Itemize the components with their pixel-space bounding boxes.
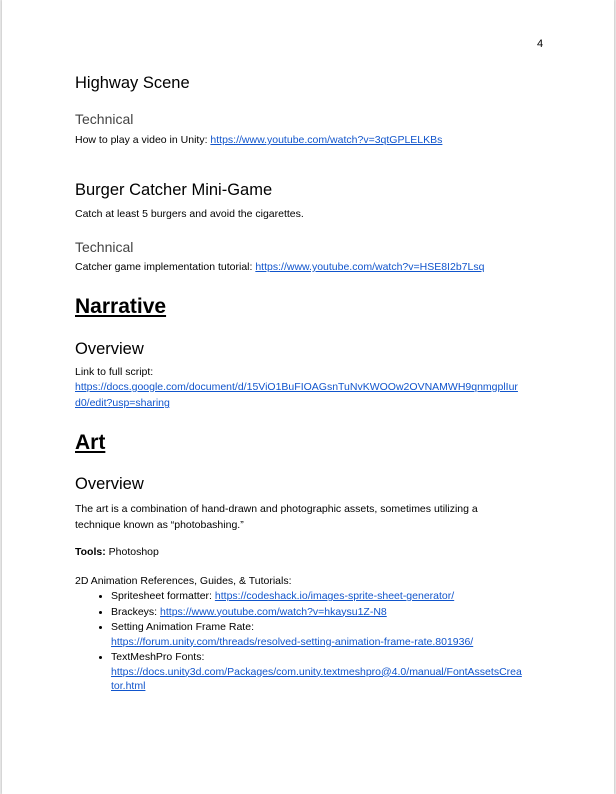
burger-tutorial-paragraph — [75, 259, 484, 275]
document-page — [2, 0, 614, 794]
tools-value: Photoshop — [105, 546, 159, 558]
list-item — [111, 620, 591, 649]
brackeys-link[interactable]: https://www.youtube.com/watch?v=hkaysu1Z-N8 — [160, 605, 387, 618]
reference-label: TextMeshPro Fonts: — [111, 651, 205, 663]
burger-tutorial-label: Catcher game implementation tutorial: — [75, 261, 256, 273]
tools-paragraph — [75, 544, 159, 560]
highway-video-paragraph — [75, 132, 442, 148]
textmeshpro-link-line1[interactable]: https://docs.unity3d.com/Packages/com.unity.textmeshpro@4.0/manual/FontAssetsCrea — [111, 665, 522, 678]
list-item — [111, 589, 591, 604]
script-label: Link to full script: — [75, 366, 154, 378]
highway-technical-heading: Technical — [75, 111, 134, 127]
reference-label: Brackeys: — [111, 605, 161, 618]
frame-rate-link[interactable]: https://forum.unity.com/threads/resolved-setting-animation-frame-rate.801936/ — [111, 635, 474, 648]
art-description — [75, 501, 478, 533]
art-description-line1: The art is a combination of hand-drawn and photographic assets, sometimes utilizing a — [75, 503, 478, 515]
reference-label: Spritesheet formatter: — [111, 590, 215, 602]
textmeshpro-link-line2[interactable]: tor.html — [111, 680, 146, 692]
references-list — [75, 589, 591, 695]
narrative-heading: Narrative — [75, 295, 167, 318]
burger-technical-heading: Technical — [75, 239, 134, 255]
highway-video-label: How to play a video in Unity: — [75, 134, 211, 146]
reference-label: Setting Animation Frame Rate: — [111, 621, 254, 633]
burger-catcher-heading: Burger Catcher Mini-Game — [75, 181, 273, 199]
burger-description: Catch at least 5 burgers and avoid the cigarettes. — [75, 208, 304, 220]
burger-tutorial-link[interactable]: https://www.youtube.com/watch?v=HSE8I2b7Lsq — [255, 261, 485, 273]
narrative-overview-heading: Overview — [75, 340, 144, 358]
list-item — [111, 650, 591, 694]
page-number: 4 — [537, 38, 544, 50]
references-heading: 2D Animation References, Guides, & Tutorials: — [75, 575, 292, 587]
script-link[interactable] — [75, 379, 518, 411]
highway-scene-heading: Highway Scene — [75, 74, 190, 92]
art-overview-heading: Overview — [75, 475, 144, 493]
list-item — [111, 605, 591, 620]
art-heading: Art — [75, 431, 106, 454]
art-description-line2: technique known as “photobashing.” — [75, 519, 244, 531]
tools-label: Tools: — [75, 546, 106, 558]
script-link-line2[interactable]: d0/edit?usp=sharing — [75, 397, 170, 409]
script-link-line1[interactable]: https://docs.google.com/document/d/15ViO1BuFIOAGsnTuNvKWOOw2OVNAMWH9qnmgplIur — [75, 381, 518, 393]
spritesheet-link[interactable]: https://codeshack.io/images-sprite-sheet-generator/ — [214, 590, 455, 602]
highway-video-link[interactable]: https://www.youtube.com/watch?v=3qtGPLELKBs — [210, 134, 443, 146]
